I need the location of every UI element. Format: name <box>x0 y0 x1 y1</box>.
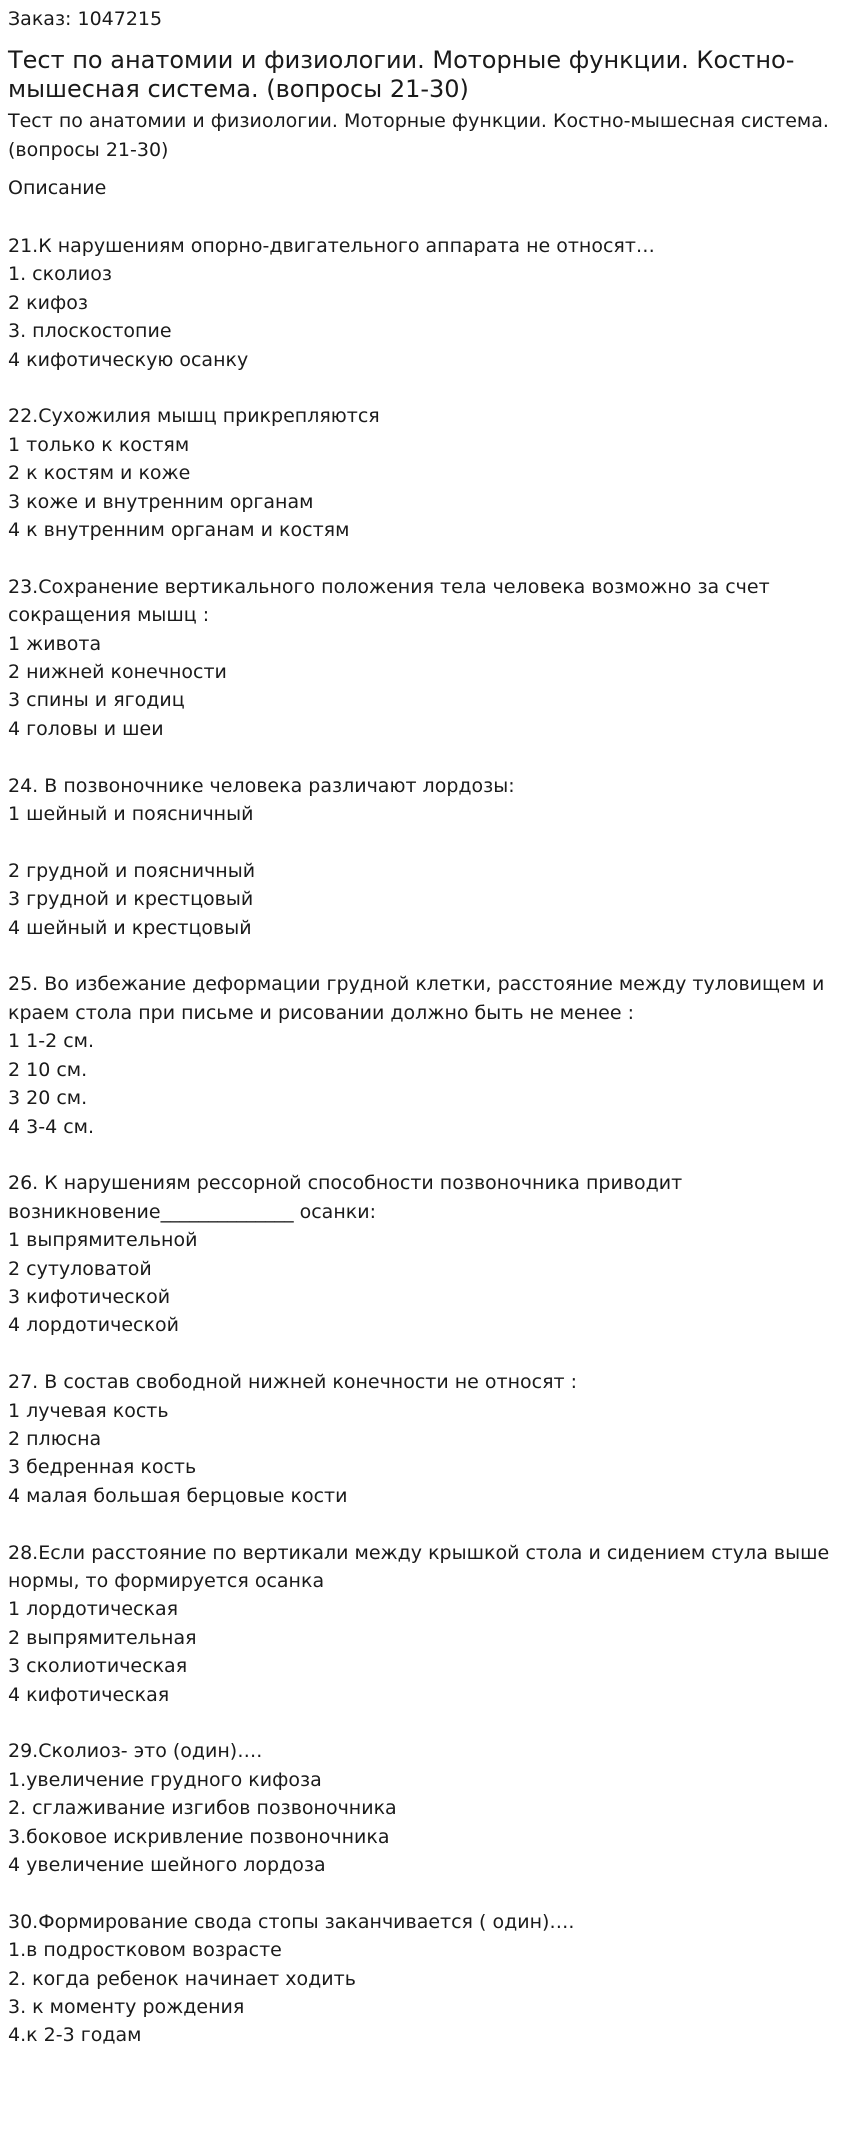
question-line: 4 шейный и крестцовый <box>8 916 252 939</box>
blank-line <box>8 743 838 771</box>
question-line: 28.Если расстояние по вертикали между крышкой стола и сидением стула выше <box>8 1541 830 1564</box>
question-line: сокращения мышц : <box>8 604 210 627</box>
blank-line <box>8 1709 838 1737</box>
questions-body <box>8 232 838 2050</box>
question-line: 1 только к костям <box>8 433 190 456</box>
question-line: 23.Сохранение вертикального положения тела человека возможно за счет <box>8 575 770 598</box>
question-line: 3.боковое искривление позвоночника <box>8 1825 390 1848</box>
question-line: 1.увеличение грудного кифоза <box>8 1768 322 1791</box>
question-line: 24. В позвоночнике человека различают лордозы: <box>8 774 515 797</box>
page-title: Тест по анатомии и физиологии. Моторные функции. Костно-мышесная система. (вопросы 21-30) <box>8 46 795 103</box>
question-line: 22.Сухожилия мышц прикрепляются <box>8 405 380 428</box>
question-line: 2 грудной и поясничный <box>8 859 256 882</box>
question-line: 3 спины и ягодиц <box>8 689 185 712</box>
question-line: 3 сколиотическая <box>8 1655 188 1678</box>
question-line: 1 шейный и поясничный <box>8 803 254 826</box>
document-page <box>8 0 838 2050</box>
question-line: 26. К нарушениям рессорной способности позвоночника приводит <box>8 1172 683 1195</box>
question-line: 4 малая большая берцовые кости <box>8 1484 348 1507</box>
question-line: 3 20 см. <box>8 1087 88 1110</box>
question-line: 2. когда ребенок начинает ходить <box>8 1967 356 1990</box>
question-line: 3 коже и внутренним органам <box>8 490 314 513</box>
question-line: 1 живота <box>8 632 102 655</box>
question-line: 3 бедренная кость <box>8 1456 197 1479</box>
blank-line <box>8 1141 838 1169</box>
question-line: 1 лордотическая <box>8 1598 179 1621</box>
question-line: 1 1-2 см. <box>8 1030 95 1053</box>
question-line: 4 кифотическую осанку <box>8 348 249 371</box>
question-line: 4 лордотической <box>8 1314 179 1337</box>
question-line: 1 лучевая кость <box>8 1399 169 1422</box>
question-line: 3 грудной и крестцовый <box>8 888 254 911</box>
question-line: 25. Во избежание деформации грудной клетки, расстояние между туловищем и <box>8 973 825 996</box>
question-line: 2 плюсна <box>8 1427 102 1450</box>
question-line: 27. В состав свободной нижней конечности не относят : <box>8 1371 578 1394</box>
page-subtitle: Тест по анатомии и физиологии. Моторные функции. Костно-мышесная система. (вопросы 21-30) <box>8 110 829 161</box>
question-line: 2 выпрямительная <box>8 1626 197 1649</box>
question-line: 2 10 см. <box>8 1058 88 1081</box>
question-line: 4 увеличение шейного лордоза <box>8 1854 326 1877</box>
question-line: 2 кифоз <box>8 291 88 314</box>
question-line: 21.К нарушениям опорно-двигательного аппарата не относят… <box>8 235 655 257</box>
blank-line <box>8 1879 838 1907</box>
question-line: 1 выпрямительной <box>8 1229 198 1252</box>
blank-line <box>8 544 838 572</box>
question-line: 3 кифотической <box>8 1285 171 1308</box>
blank-line <box>8 828 838 856</box>
question-line: 30.Формирование свода стопы заканчивается ( один)…. <box>8 1910 575 1933</box>
question-line: 1.в подростковом возрасте <box>8 1939 282 1962</box>
order-number: Заказ: 1047215 <box>8 8 163 30</box>
question-line: 1. сколиоз <box>8 263 112 286</box>
question-line: краем стола при письме и рисовании должно быть не менее : <box>8 1001 634 1024</box>
question-line: 3. плоскостопие <box>8 320 172 343</box>
question-line: 4 головы и шеи <box>8 717 164 740</box>
blank-line <box>8 1510 838 1538</box>
blank-line <box>8 374 838 402</box>
question-line: 3. к моменту рождения <box>8 1996 245 2019</box>
question-line: 4.к 2-3 годам <box>8 2024 142 2047</box>
question-line: 2. сглаживание изгибов позвоночника <box>8 1797 397 1820</box>
question-line: нормы, то формируется осанка <box>8 1569 325 1592</box>
question-line: 2 сутуловатой <box>8 1257 152 1280</box>
question-line: 2 нижней конечности <box>8 661 227 684</box>
question-line: 4 к внутренним органам и костям <box>8 519 350 542</box>
question-line: 4 3-4 см. <box>8 1115 95 1138</box>
blank-line <box>8 942 838 970</box>
blank-line <box>8 1340 838 1368</box>
question-line: возникновение______________ осанки: <box>8 1200 376 1223</box>
question-line: 4 кифотическая <box>8 1683 170 1706</box>
question-line: 2 к костям и коже <box>8 462 191 485</box>
description-label: Описание <box>8 177 107 199</box>
question-line: 29.Сколиоз- это (один)…. <box>8 1740 263 1763</box>
